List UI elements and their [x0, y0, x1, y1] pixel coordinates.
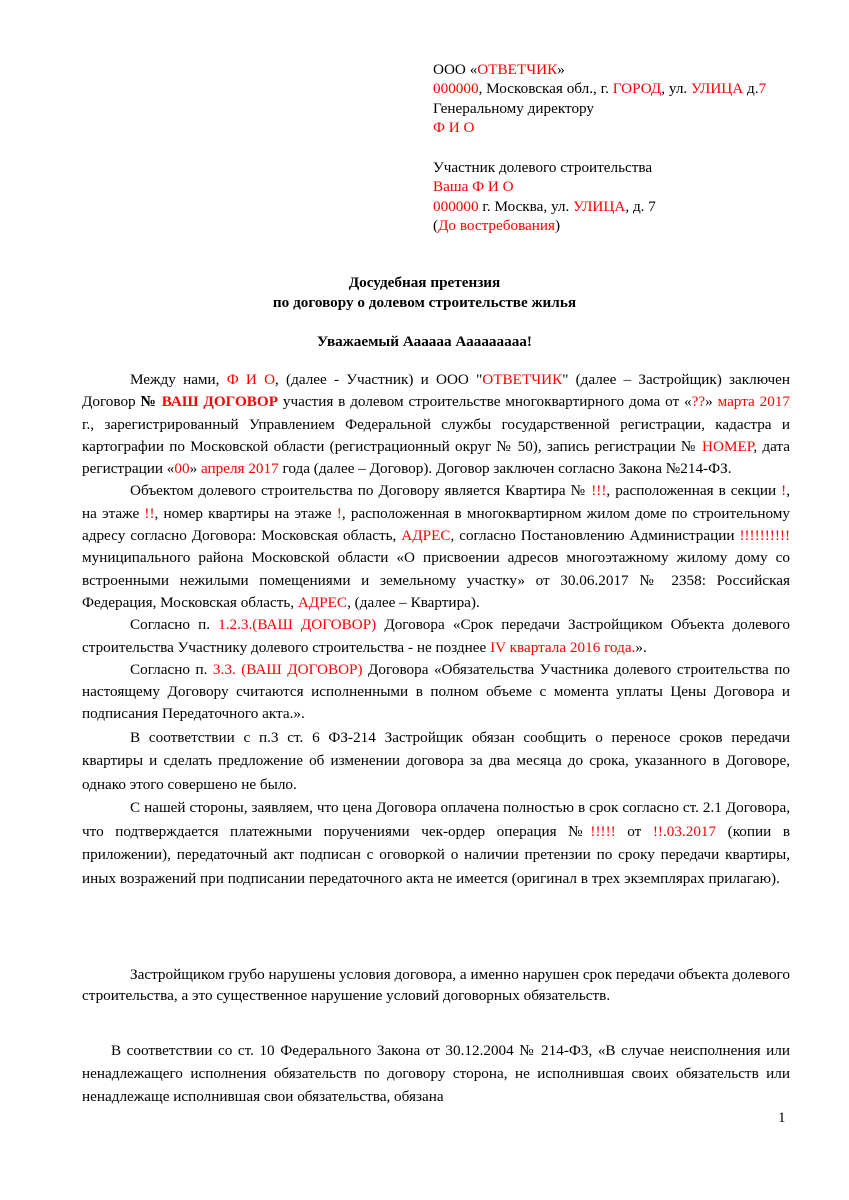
paragraph-4 — [82, 659, 790, 726]
floor-number: ! — [336, 504, 342, 522]
page-number: 1 — [778, 1110, 786, 1126]
text: Согласно п. — [130, 660, 213, 678]
reg-number: НОМЕР — [702, 437, 754, 455]
text: Согласно п. — [130, 616, 219, 634]
text: , ул. — [661, 80, 691, 98]
text: года (далее – Договор). Договор заключен согласно Закона №214-ФЗ. — [278, 460, 732, 478]
recipient-block — [433, 60, 766, 138]
recipient-position: Генеральному директору — [433, 99, 595, 117]
clause: 1.2.3.(ВАШ ДОГОВОР) — [218, 616, 377, 634]
street: УЛИЦА — [573, 197, 626, 215]
sender-role: Участник долевого строительства — [433, 159, 653, 176]
text: , номер квартиры на этаже — [154, 504, 337, 522]
contract: ВАШ ДОГОВОР — [161, 393, 278, 411]
recipient-company — [433, 60, 766, 79]
address: АДРЕС — [297, 593, 348, 611]
text: » — [557, 61, 565, 78]
paragraph-2 — [82, 480, 790, 614]
deadline: IV квартала 2016 года. — [490, 638, 636, 656]
text: Объектом долевого строительства по Договору является Квартира № — [130, 482, 592, 500]
day: ?? — [691, 393, 706, 411]
text: Договора «Срок передачи Застройщиком Объекта долевого строительства Участнику долевого строительства - не позднее — [82, 616, 790, 656]
section: ! — [781, 482, 787, 500]
paragraph-8: В соответствии со ст. 10 Федерального Закона от 30.12.2004 № 214-ФЗ, «В случае неисполнения или ненадлежащего исполнения обязательств по договору сторона, не исполнившая своих обязательств или ненадлежаще исполнившая свои обязательства, обязана — [82, 1042, 790, 1105]
text: участия в долевом строительстве многоквартирного дома от « — [277, 393, 692, 411]
zip: 000000 — [433, 80, 479, 98]
fio: Ф И О — [226, 371, 276, 388]
text: , дата регистрации « — [82, 437, 790, 478]
text: , д. 7 — [625, 197, 656, 215]
company-name: ОТВЕТЧИК — [477, 61, 558, 78]
text: ( — [433, 217, 439, 235]
text: , расположенная в многоквартирном жилом доме по строительному адресу согласно Договора: Московская область, — [82, 504, 790, 545]
text: г., зарегистрированный Управлением Федеральной службы государственной регистрации, кадастра и картографии по Московской области (регистрационный округ № 50), запись регистрации № — [82, 415, 790, 455]
text: ». — [635, 638, 647, 656]
text: муниципального района Московской области «О присвоении адресов многоэтажному жилому дому со встроенными нежилыми помещениями и земельному участку» от 30.06.2017 № 2358: Российская Федерация, Московская область, — [82, 549, 790, 611]
recipient-address — [433, 79, 766, 98]
text: , согласно Постановлению Администрации — [450, 527, 740, 545]
address: АДРЕС — [401, 527, 451, 545]
paragraph-1 — [82, 369, 790, 480]
text: » — [705, 393, 718, 411]
document-title — [0, 273, 849, 313]
operation-number: !!!!! — [590, 822, 616, 840]
text: Между нами, — [130, 371, 227, 388]
recipient-fio: Ф И О — [433, 119, 475, 137]
note: До востребования — [438, 217, 556, 235]
body-main — [82, 369, 790, 890]
text: д. — [743, 80, 759, 98]
num-sign: № — [140, 393, 162, 411]
zip: 000000 — [433, 197, 479, 215]
text: , на этаже — [82, 482, 790, 522]
text: " (далее – Застройщик) заключен Договор — [82, 371, 791, 411]
text: , расположенная в секции — [606, 482, 782, 500]
sender-fio: Ваша Ф И О — [433, 178, 514, 196]
body-law — [82, 1039, 790, 1108]
street: УЛИЦА — [691, 80, 744, 98]
company: ОТВЕТЧИК — [482, 371, 563, 388]
text: , (далее - Участник) и ООО " — [275, 371, 483, 388]
sender-block — [433, 158, 656, 236]
text: , (далее – Квартира). — [347, 593, 480, 611]
house: 7 — [758, 80, 767, 98]
text: , Московская обл., г. — [478, 80, 613, 98]
month: марта 2017 — [717, 393, 791, 411]
greeting: Уважаемый Аааааа Ааааааааа! — [317, 333, 532, 350]
text: Договора «Обязательства Участника долевого строительства по настоящему Договору считаются исполненными в полном объеме с момента уплаты Цены Договора и подписания Передаточного акта.». — [82, 660, 790, 723]
text: от — [615, 822, 653, 840]
sender-address — [433, 197, 656, 216]
administration: !!!!!!!!!! — [739, 527, 791, 545]
paragraph-6 — [82, 796, 790, 890]
sender-note — [433, 216, 656, 235]
text: (копии в приложении), передаточный акт подписан с оговоркой о наличии претензии по сроку передачи квартиры, иных возражений при подписании передаточного акта не имеется (оригинал в трех экземплярах прилагаю). — [82, 822, 790, 887]
paragraph-7: Застройщиком грубо нарушены условия договора, а именно нарушен срок передачи объекта долевого строительства, а это существенное нарушение условий договорных обязательств. — [82, 966, 790, 1004]
city: ГОРОД — [612, 80, 662, 98]
date: !!.03.2017 — [652, 822, 717, 840]
floor: !! — [144, 504, 155, 522]
text: ООО « — [433, 61, 478, 78]
text: г. Москва, ул. — [478, 197, 574, 215]
text: » — [189, 460, 201, 478]
title-line-1: Досудебная претензия — [348, 274, 501, 291]
text: С нашей стороны, заявляем, что цена Договора оплачена полностью в срок согласно ст. 2.1 Договора, что подтверждается платежными поручениями чек-ордер операция № — [82, 799, 790, 840]
reg-day: 00 — [174, 460, 190, 478]
reg-month: апреля 2017 — [200, 460, 279, 478]
clause: 3.3. (ВАШ ДОГОВОР) — [212, 660, 363, 678]
paragraph-5: В соответствии с п.3 ст. 6 ФЗ-214 Застройщик обязан сообщить о переносе сроков передачи квартиры и сделать предложение об изменении договора за два месяца до срока, указанного в Договоре, однако этого совершено не было. — [82, 728, 790, 793]
body-violation — [82, 964, 790, 1006]
apartment: !!! — [591, 482, 607, 500]
paragraph-3 — [82, 614, 790, 659]
title-line-2: по договору о долевом строительстве жилья — [272, 294, 577, 311]
text: ) — [555, 217, 561, 235]
